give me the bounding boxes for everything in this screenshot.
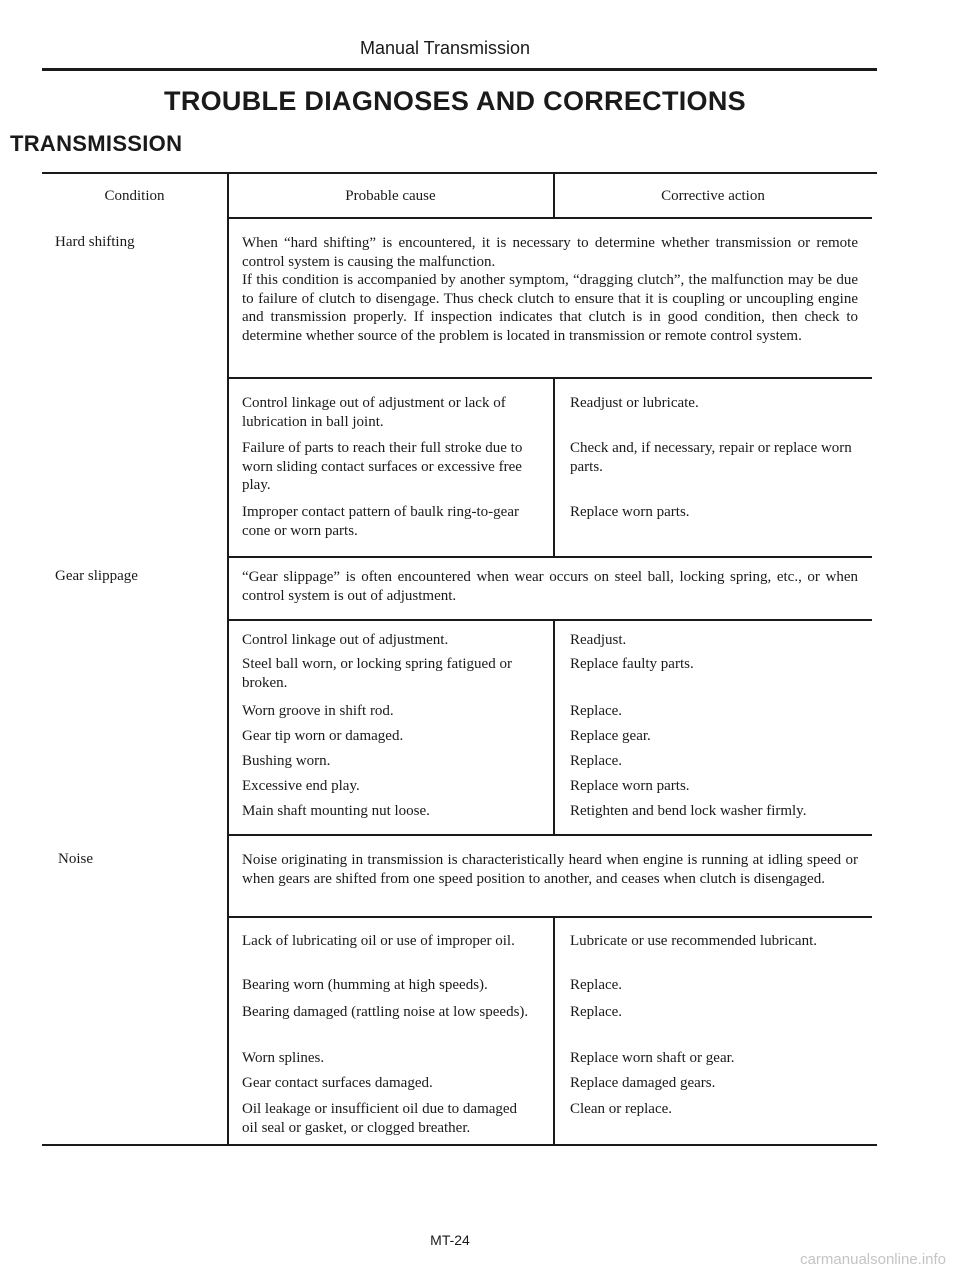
- hard-shifting-divider: [227, 377, 872, 379]
- action-cell: Readjust.: [570, 632, 627, 648]
- section-title: TRANSMISSION: [10, 131, 183, 156]
- cause-cell: Oil leakage or insufficient oil due to damaged oil seal or gasket, or clogged breather.: [242, 1101, 518, 1136]
- action-cell: Replace.: [570, 1004, 623, 1020]
- action-cell: Replace damaged gears.: [570, 1075, 716, 1091]
- cause-cell: Excessive end play.: [242, 778, 360, 794]
- cause-cell: Worn splines.: [242, 1050, 325, 1066]
- condition-hard-shifting: Hard shifting: [55, 234, 135, 250]
- column-header-condition: Condition: [104, 188, 165, 204]
- action-cell: Clean or replace.: [570, 1101, 673, 1117]
- action-cell: Replace worn shaft or gear.: [570, 1050, 735, 1066]
- cause-cell: Main shaft mounting nut loose.: [242, 803, 430, 819]
- action-cell: Check and, if necessary, repair or replace worn parts.: [570, 440, 852, 475]
- action-cell: Replace gear.: [570, 728, 651, 744]
- action-cell: Lubricate or use recommended lubricant.: [570, 933, 817, 949]
- condition-gear-slippage: Gear slippage: [55, 568, 138, 584]
- action-column-rule-group2: [553, 619, 555, 834]
- cause-cell: Control linkage out of adjustment.: [242, 632, 449, 648]
- action-cell: Retighten and bend lock washer firmly.: [570, 803, 807, 819]
- condition-noise: Noise: [58, 851, 93, 867]
- action-cell: Replace.: [570, 753, 623, 769]
- action-column-rule-group3: [553, 916, 555, 1144]
- table-top-rule: [42, 172, 877, 174]
- header-bottom-rule: [227, 217, 872, 219]
- cause-cell: Control linkage out of adjustment or lack of lubrication in ball joint.: [242, 395, 506, 430]
- watermark: carmanualsonline.info: [800, 1251, 946, 1268]
- cause-cell: Bearing damaged (rattling noise at low speeds).: [242, 1004, 529, 1020]
- action-cell: Replace faulty parts.: [570, 656, 694, 672]
- cause-cell: Lack of lubricating oil or use of improper oil.: [242, 933, 515, 949]
- action-cell: Replace worn parts.: [570, 504, 690, 520]
- cause-cell: Gear tip worn or damaged.: [242, 728, 404, 744]
- noise-divider: [227, 916, 872, 918]
- action-cell: Replace.: [570, 703, 623, 719]
- header-rule: [42, 68, 877, 71]
- cause-cell: Improper contact pattern of baulk ring-to-gear cone or worn parts.: [242, 504, 519, 539]
- column-header-action: Corrective action: [661, 188, 765, 204]
- page-title: TROUBLE DIAGNOSES AND CORRECTIONS: [164, 86, 746, 116]
- condition-column-rule: [227, 172, 229, 1144]
- noise-rule: [227, 834, 872, 836]
- page-number: MT-24: [430, 1232, 470, 1248]
- noise-description: [242, 851, 858, 888]
- action-cell: Replace.: [570, 977, 623, 993]
- cause-cell: Bushing worn.: [242, 753, 331, 769]
- cause-cell: Gear contact surfaces damaged.: [242, 1075, 433, 1091]
- cause-cell: Steel ball worn, or locking spring fatigued or broken.: [242, 656, 512, 691]
- column-header-cause: Probable cause: [345, 188, 436, 204]
- gear-slippage-rule: [227, 556, 872, 558]
- gear-slippage-divider: [227, 619, 872, 621]
- cause-cell: Bearing worn (humming at high speeds).: [242, 977, 488, 993]
- action-cell: Replace worn parts.: [570, 778, 690, 794]
- description-paragraph: When “hard shifting” is encountered, it is necessary to determine whether transmission or remote control system is causing the malfunction.: [242, 235, 858, 270]
- description-paragraph: “Gear slippage” is often encountered when wear occurs on steel ball, locking spring, etc., or when control system is out of adjustment.: [242, 569, 858, 604]
- cause-cell: Worn groove in shift rod.: [242, 703, 394, 719]
- description-paragraph: If this condition is accompanied by another symptom, “dragging clutch”, the malfunction may be due to failure of clutch to disengage. Thus check clutch to ensure that it is coupling or uncoupling engine and transmission properly. If inspection indicates that clutch is in good condition, then check to determine whether source of the problem is located in transmission or remote control system.: [242, 272, 858, 344]
- hard-shifting-description: [242, 234, 858, 345]
- action-column-rule-group1: [553, 377, 555, 556]
- table-bottom-rule: [42, 1144, 877, 1146]
- cause-cell: Failure of parts to reach their full stroke due to worn sliding contact surfaces or excessive free play.: [242, 440, 523, 493]
- description-paragraph: Noise originating in transmission is characteristically heard when engine is running at idling speed or when gears are shifted from one speed position to another, and ceases when clutch is disengaged.: [242, 852, 858, 887]
- gear-slippage-description: [242, 568, 858, 605]
- action-cell: Readjust or lubricate.: [570, 395, 699, 411]
- running-head: Manual Transmission: [359, 38, 531, 58]
